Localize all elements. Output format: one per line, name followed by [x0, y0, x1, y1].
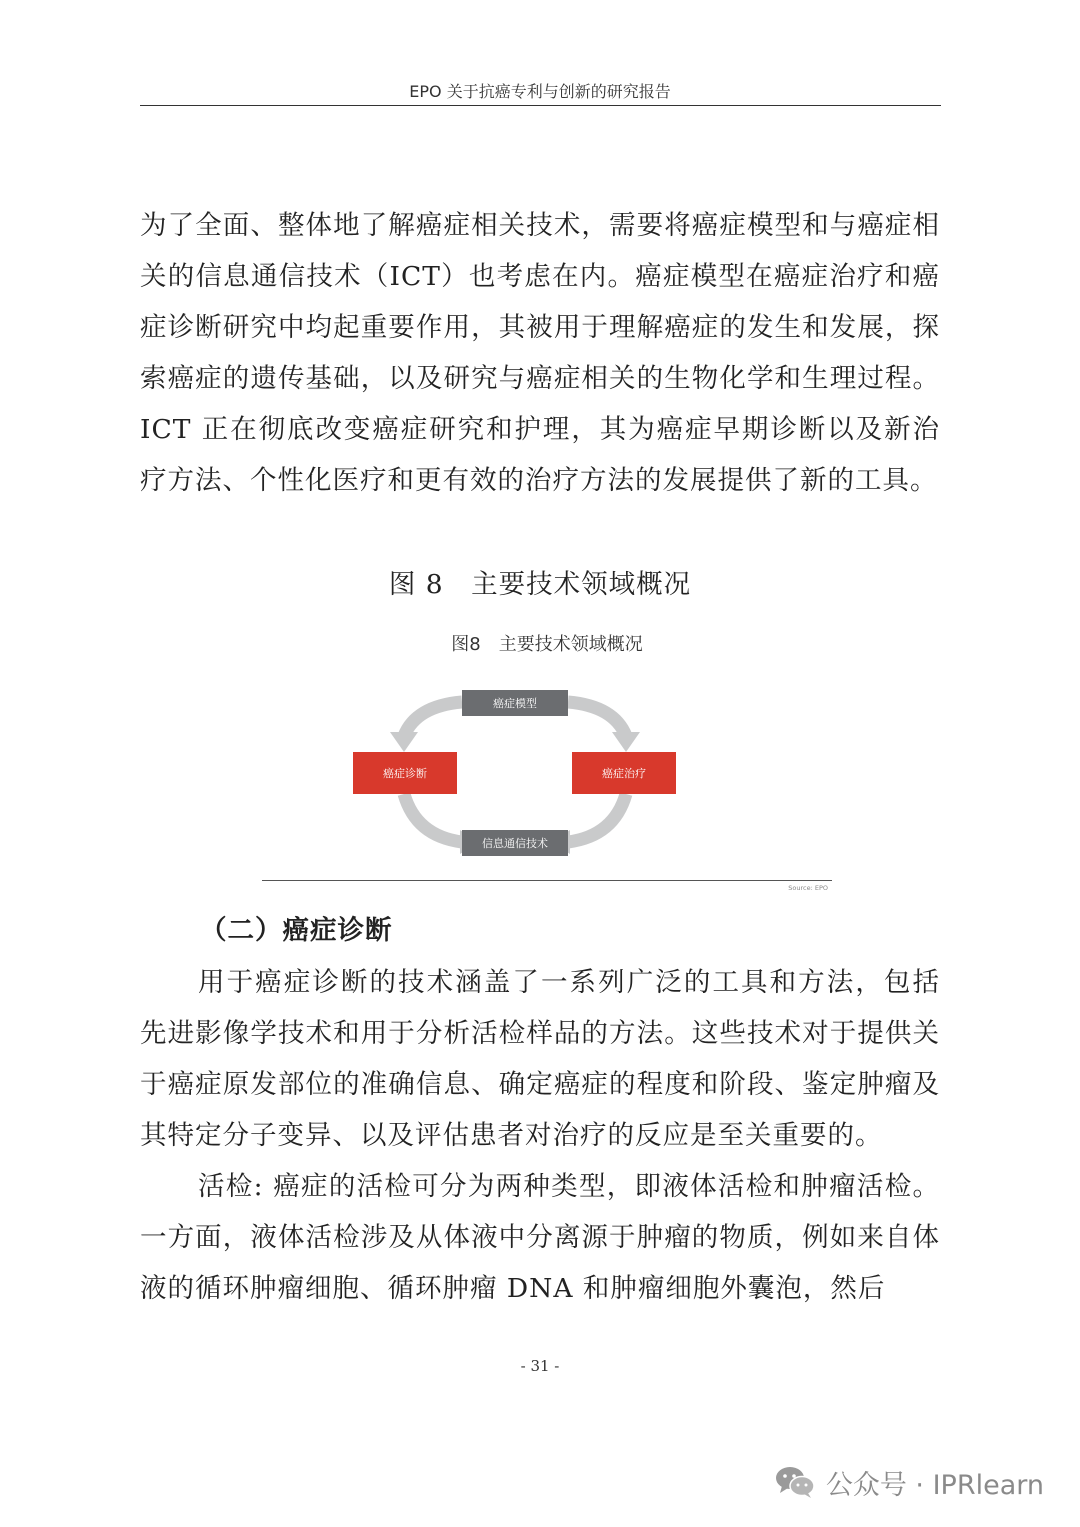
figure-inner-title: 图8 主要技术领域概况 [451, 634, 643, 655]
node-ict: 信息通信技术 [462, 830, 568, 856]
section-heading: （二）癌症诊断 [200, 915, 393, 946]
arrow-bottom-left [404, 794, 462, 842]
figure-rule [262, 880, 832, 881]
paragraph-intro: 为了全面、整体地了解癌症相关技术，需要将癌症模型和与癌症相关的信息通信技术（ICT）也考虑在内。癌症模型在癌症治疗和癌症诊断研究中均起重要作用，其被用于理解癌症的发生和发展，探索癌症的遗传基础，以及研究与癌症相关的生物化学和生理过程。ICT 正在彻底改变癌症研究和护理，其为癌症早期诊断以及新治疗方法、个性化医疗和更有效的治疗方法的发展提供了新的工具。 [140, 210, 940, 496]
wechat-icon [774, 1464, 816, 1500]
figure-caption: 图 8 主要技术领域概况 [388, 569, 692, 600]
watermark-text: 公众号 · IPRlearn [825, 1469, 1044, 1501]
arrowhead-left-top [390, 732, 418, 752]
paragraph-biopsy: 活检: 癌症的活检可分为两种类型，即液体活检和肿瘤活检。一方面，液体活检涉及从体液中分离源于肿瘤的物质，例如来自体液的循环肿瘤细胞、循环肿瘤 DNA 和肿瘤细胞外囊泡，然后 [140, 1171, 940, 1304]
page-header-title: EPO 关于抗癌专利与创新的研究报告 [409, 82, 671, 101]
header-rule [140, 105, 941, 106]
watermark [774, 1462, 1044, 1502]
page-number: - 31 - [520, 1357, 560, 1375]
paragraph-diagnosis: 用于癌症诊断的技术涵盖了一系列广泛的工具和方法，包括先进影像学技术和用于分析活检样品的方法。这些技术对于提供关于癌症原发部位的准确信息、确定癌症的程度和阶段、鉴定肿瘤及其特定分子变异、以及评估患者对治疗的反应是至关重要的。 [140, 967, 940, 1151]
arrow-top-left [404, 702, 462, 736]
figure-source: Source: EPO [788, 884, 828, 892]
figure-8 [262, 622, 832, 897]
node-cancer-treatment: 癌症治疗 [572, 752, 676, 794]
node-cancer-diagnosis: 癌症诊断 [353, 752, 457, 794]
arrow-bottom-right [568, 794, 626, 842]
arrowhead-right-top [612, 732, 640, 752]
arrow-top-right [568, 702, 626, 736]
node-cancer-model: 癌症模型 [462, 690, 568, 716]
